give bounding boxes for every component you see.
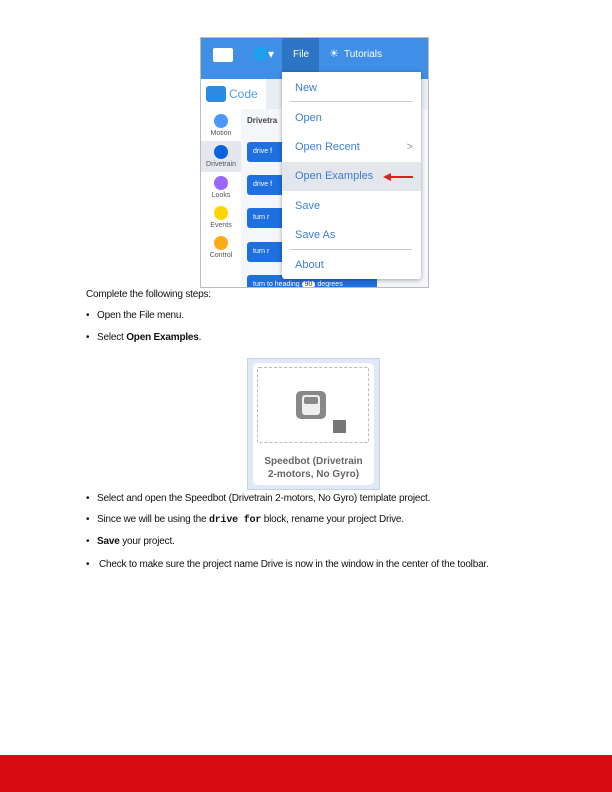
events-dot-icon bbox=[214, 206, 228, 220]
menu-item-about[interactable]: About bbox=[295, 259, 324, 271]
tab-code[interactable] bbox=[201, 79, 266, 109]
drive-block[interactable]: drive f bbox=[247, 175, 319, 195]
step-item: • Select and open the Speedbot (Drivetrain 2-motors, No Gyro) template project. bbox=[86, 493, 431, 504]
menu-divider bbox=[290, 101, 412, 102]
category-drivetrain[interactable] bbox=[201, 141, 241, 172]
vexcode-screenshot bbox=[200, 37, 429, 288]
control-dot-icon bbox=[214, 236, 228, 250]
step-item: • Open the File menu. bbox=[86, 310, 184, 321]
menu-label: Open Recent bbox=[295, 141, 360, 153]
drivetrain-dot-icon bbox=[214, 145, 228, 159]
step-item: • Check to make sure the project name Drive is now in the window in the center of the toolbar. bbox=[86, 559, 489, 570]
chevron-right-icon: > bbox=[406, 141, 413, 153]
menu-item-open-examples[interactable] bbox=[282, 162, 421, 191]
step-text: Select bbox=[97, 332, 127, 343]
motion-dot-icon bbox=[214, 114, 228, 128]
heading-value[interactable]: 90 bbox=[302, 281, 316, 288]
looks-dot-icon bbox=[214, 176, 228, 190]
menu-label: Open Examples bbox=[295, 170, 374, 182]
turn-block[interactable]: turn r bbox=[247, 242, 319, 262]
step-bold: Save bbox=[97, 536, 120, 547]
drive-block[interactable]: drive f bbox=[247, 142, 319, 162]
step-text: Select and open the Speedbot (Drivetrain 2-motors, No Gyro) template project. bbox=[97, 493, 431, 504]
category-label: Events bbox=[210, 222, 232, 229]
turn-block[interactable]: turn r bbox=[247, 208, 319, 228]
step-text: Since we will be using the bbox=[97, 514, 209, 525]
category-label: Motion bbox=[210, 130, 232, 137]
step-text: block, rename your project Drive. bbox=[261, 514, 404, 525]
heading-unit: degrees bbox=[317, 281, 343, 288]
drivetrain-badge-icon bbox=[333, 420, 346, 433]
card-label-line: 2-motors, No Gyro) bbox=[267, 469, 360, 480]
step-item: • Save your project. bbox=[86, 536, 175, 547]
lightbulb-icon: ☀ bbox=[329, 48, 339, 60]
red-arrow-icon bbox=[383, 172, 415, 182]
toolbar bbox=[201, 38, 428, 72]
step-text: . bbox=[198, 332, 202, 343]
robot-icon bbox=[296, 391, 326, 419]
menu-item-save[interactable]: Save bbox=[295, 200, 321, 212]
category-motion[interactable] bbox=[201, 114, 241, 137]
card-label-line: Speedbot (Drivetrain bbox=[264, 456, 363, 467]
globe-icon[interactable]: 🌐▾ bbox=[253, 47, 274, 61]
file-menu-button[interactable] bbox=[282, 38, 319, 72]
code-icon bbox=[206, 86, 226, 102]
footer-bar bbox=[0, 755, 612, 792]
menu-item-open[interactable]: Open bbox=[295, 112, 322, 124]
step-text: Check to make sure the project name Drive is now in the window in the center of the toolbar. bbox=[99, 559, 489, 570]
category-label: Looks bbox=[211, 192, 231, 199]
speedbot-example-card[interactable] bbox=[247, 358, 380, 490]
category-list bbox=[201, 110, 241, 259]
card-label bbox=[253, 455, 374, 481]
intro-text: Complete the following steps: bbox=[86, 289, 211, 300]
step-text: Open the File menu. bbox=[97, 310, 184, 321]
vex-logo-icon bbox=[213, 48, 233, 62]
category-events[interactable] bbox=[201, 206, 241, 229]
menu-item-open-recent[interactable] bbox=[282, 133, 421, 162]
step-item: • Since we will be using the drive for block, rename your project Drive. bbox=[86, 514, 404, 526]
menu-item-save-as[interactable]: Save As bbox=[295, 229, 336, 241]
tutorials-button[interactable]: Tutorials bbox=[344, 49, 382, 60]
block-label: turn to heading bbox=[253, 281, 300, 288]
file-menu bbox=[282, 72, 421, 279]
category-control[interactable] bbox=[201, 236, 241, 259]
menu-item-new[interactable]: New bbox=[295, 82, 318, 94]
category-looks[interactable] bbox=[201, 176, 241, 199]
step-text: your project. bbox=[119, 536, 175, 547]
step-bold: Open Examples bbox=[126, 332, 199, 343]
code-tab-label: Code bbox=[229, 87, 258, 101]
card-inner bbox=[253, 363, 374, 485]
category-label: Control bbox=[209, 252, 233, 259]
file-label: File bbox=[293, 49, 310, 60]
menu-divider bbox=[290, 249, 412, 250]
category-label: Drivetrain bbox=[206, 161, 236, 168]
palette-heading: Drivetra bbox=[247, 116, 278, 125]
code-snippet: drive for bbox=[208, 515, 262, 526]
step-item: • Select Open Examples. bbox=[86, 332, 202, 343]
